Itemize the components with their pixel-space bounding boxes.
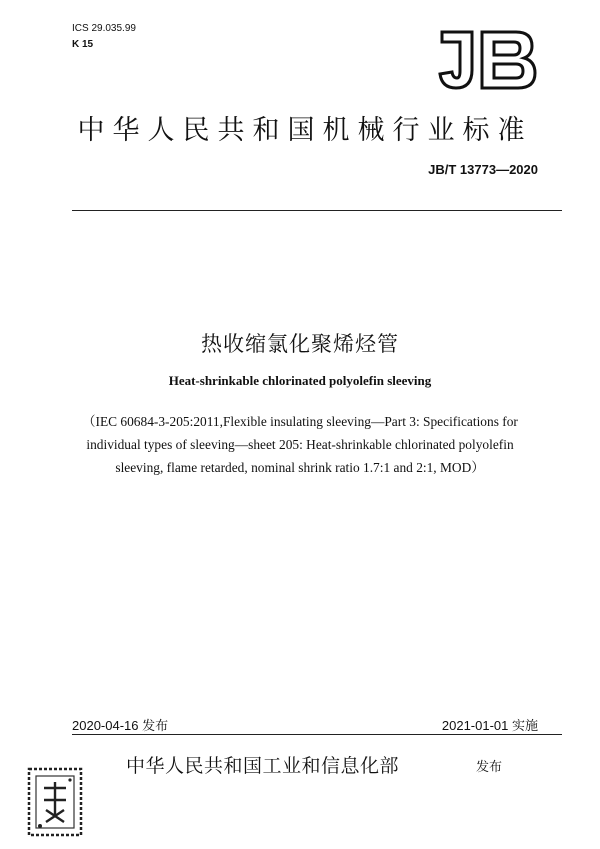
library-seal-icon bbox=[26, 766, 84, 838]
implementation-date: 2021-01-01 实施 bbox=[441, 718, 538, 733]
title-chinese: 热收缩氯化聚烯烃管 bbox=[201, 332, 399, 356]
adoption-line: individual types of sleeving—sheet 205: Heat-shrinkable chlorinated polyolefin bbox=[86, 437, 514, 452]
issue-date: 2020-04-16 发布 bbox=[72, 718, 169, 733]
top-divider bbox=[72, 210, 562, 211]
adoption-line: （IEC 60684-3-205:2011,Flexible insulating sleeving—Part 3: Specifications for bbox=[82, 414, 518, 429]
standard-number: JB/T 13773—2020 bbox=[428, 162, 538, 177]
issuer-action: 发布 bbox=[476, 760, 503, 775]
jb-logo bbox=[438, 30, 538, 90]
classification-code: K 15 bbox=[72, 39, 94, 50]
seal-dot bbox=[38, 824, 42, 828]
seal-mark bbox=[44, 782, 66, 822]
adoption-line: sleeving, flame retarded, nominal shrink ratio 1.7:1 and 2:1, MOD） bbox=[115, 460, 485, 475]
jb-logo-letter-b bbox=[482, 32, 535, 88]
ics-code: ICS 29.035.99 bbox=[72, 23, 136, 34]
adoption-note bbox=[80, 410, 520, 479]
bottom-divider bbox=[72, 734, 562, 735]
standard-type-heading: 中华人民共和国机械行业标准 bbox=[77, 115, 533, 146]
seal-dot bbox=[68, 778, 71, 781]
jb-logo-letter-j bbox=[440, 32, 472, 88]
issuer-name: 中华人民共和国工业和信息化部 bbox=[126, 755, 400, 777]
title-english: Heat-shrinkable chlorinated polyolefin sleeving bbox=[168, 373, 432, 388]
